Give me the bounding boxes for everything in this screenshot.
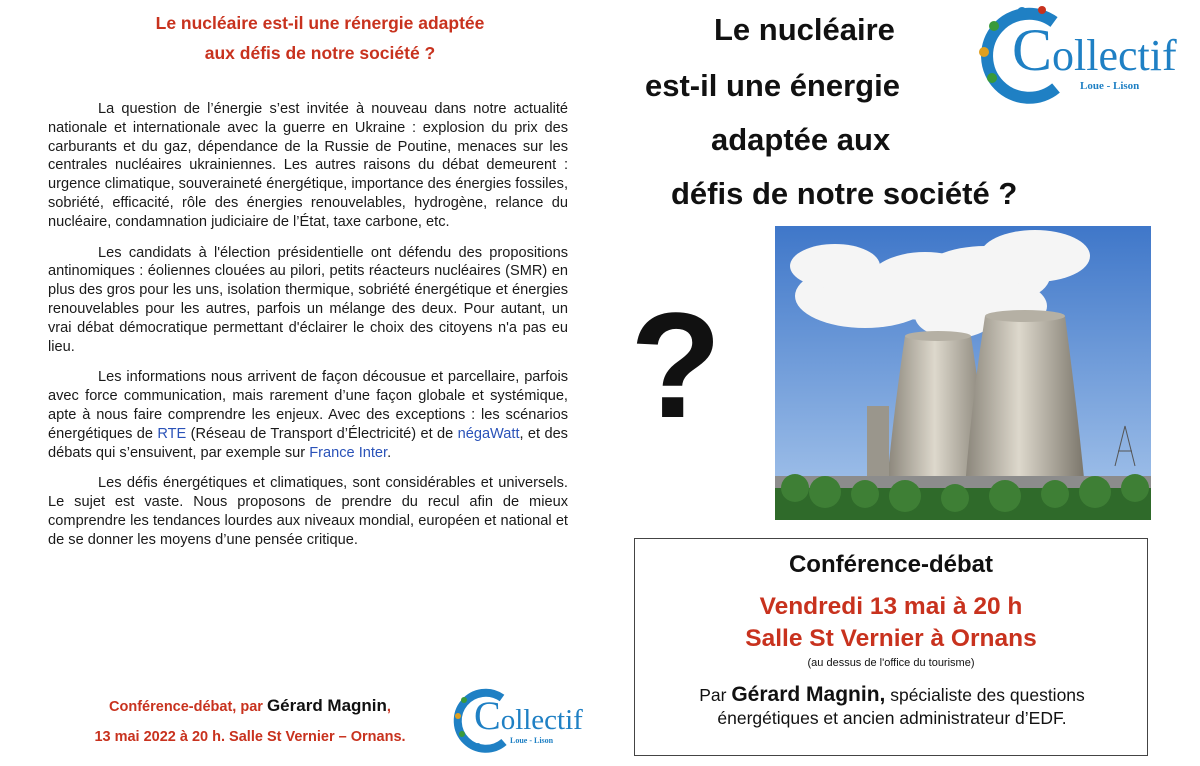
collectif-logo-small — [448, 684, 583, 756]
conference-note: (au dessus de l'office du tourisme) — [807, 657, 975, 669]
conference-place: Salle St Vernier à Ornans — [745, 625, 1037, 652]
left-title-line1: Le nucléaire est-il une rénergie adaptée — [155, 13, 485, 33]
nuclear-plant-image — [775, 226, 1151, 520]
logo-large-word-rest: ollectif — [1052, 31, 1177, 80]
logo-large-sub: Loue - Lison — [1080, 80, 1140, 92]
main-title-line-3: adaptée aux — [711, 122, 891, 157]
paragraph-3 — [48, 368, 568, 462]
footer-prefix: Conférence-débat, par — [109, 699, 267, 715]
speaker-prefix: Par — [699, 685, 732, 705]
footer-line-2: 13 mai 2022 à 20 h. Salle St Vernier – Ornans. — [94, 729, 406, 745]
france-inter-link[interactable]: France Inter — [309, 444, 388, 461]
question-mark: ? — [630, 281, 722, 449]
left-footer — [60, 691, 440, 752]
main-title-line-2: est-il une énergie — [645, 68, 900, 103]
main-title-line-4: défis de notre société ? — [671, 176, 1018, 211]
cooling-towers-photo — [775, 226, 1151, 520]
logo-small-word — [474, 692, 583, 739]
logo-large-word — [1012, 16, 1177, 85]
rte-link[interactable]: RTE — [157, 425, 187, 442]
logo-small-word-rest: ollectif — [500, 704, 583, 736]
paragraph-2: Les candidats à l'élection présidentielle ont défendu des propositions antinomiques : éoliennes clouées au pilori, petits réacteurs nucléaires (SMR) en plus des gros pour les uns, isolation thermique, sobriété énergétique et énergies renouvelables pour les autres, parfois un mélange des deux. Pour autant, un vrai débat démocratique permettant d'éclairer le choix des citoyens n'a pas eu lieu. — [48, 244, 568, 355]
logo-small-sub: Loue - Lison — [510, 736, 554, 745]
logo-small-letter: C — [474, 693, 501, 738]
speaker-description: spécialiste des questions énergétiques et ancien administrateur d’EDF. — [717, 685, 1085, 728]
conference-speaker — [655, 683, 1129, 730]
footer-speaker-name: Gérard Magnin — [266, 696, 387, 715]
negawatt-link[interactable]: négaWatt — [457, 425, 520, 442]
article-body — [48, 100, 568, 562]
paragraph-1: La question de l’énergie s’est invitée à nouveau dans notre actualité nationale et internationale avec la guerre en Ukraine : explosion du prix des carburants et du gaz, dépendance de la Russie de Poutine, menaces sur les centrales nucléaires ukrainiennes. Les autres raisons du débat demeurent : urgence climatique, souveraineté énergétique, importance des énergies fossiles, sobriété, efficacité, rôle des énergies renouvelables, hydrogène, relance du nucléaire, condamnation judiciaire de l’État, taxe carbone, etc. — [48, 101, 569, 230]
paragraph-3-text-d: . — [387, 444, 392, 461]
paragraph-3-text-a: Les informations nous arrivent de façon décousue et parcellaire, parfois avec force communication, mais rarement d’une façon globale et systémique, apte à nous faire comprendre les enjeux. Avec des exceptions : les scénarios énergétiques de — [48, 369, 568, 442]
footer-line-1 — [60, 691, 440, 722]
conference-date: Vendredi 13 mai à 20 h — [759, 593, 1023, 620]
conference-box — [634, 538, 1148, 756]
collectif-logo-large — [972, 2, 1177, 106]
left-title-line2: aux défis de notre société ? — [204, 43, 436, 63]
conference-title: Conférence-débat — [788, 551, 994, 578]
paragraph-3-text-c: , et des débats qui s’ensuivent, par exemple sur — [48, 425, 568, 461]
main-title-line-1: Le nucléaire — [714, 12, 895, 47]
speaker-name: Gérard Magnin, — [731, 683, 886, 706]
left-title — [80, 8, 560, 68]
logo-large-letter: C — [1012, 17, 1053, 83]
paragraph-4: Les défis énergétiques et climatiques, sont considérables et universels. Le sujet est vaste. Nous proposons de prendre du recul afin de mieux comprendre les tendances lourdes aux niveaux mondial, européen et national et de se donner les moyens d’une pensée critique. — [48, 475, 568, 548]
paragraph-3-text-b: (Réseau de Transport d’Électricité) et de — [186, 425, 458, 442]
footer-suffix: , — [386, 699, 391, 715]
